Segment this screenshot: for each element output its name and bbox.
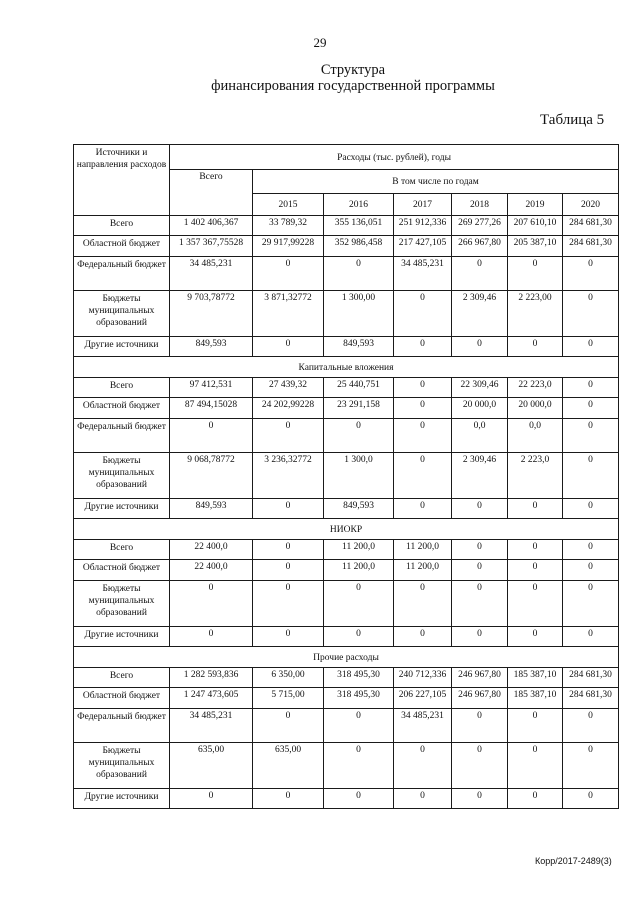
table-cell: 0 [563, 337, 619, 357]
table-row [74, 668, 619, 688]
row-label: Другие источники [74, 627, 170, 647]
table-cell: 635,00 [253, 743, 324, 789]
table-row [74, 743, 619, 789]
table-cell: 2 309,46 [452, 453, 508, 499]
header-sources: Источники и направления расходов [74, 145, 170, 216]
table-cell: 0 [324, 789, 394, 809]
table-cell: 0 [563, 709, 619, 743]
table-cell: 185 387,10 [508, 688, 563, 709]
table-row [74, 453, 619, 499]
table-cell: 20 000,0 [508, 398, 563, 419]
table-cell: 0 [170, 419, 253, 453]
table-cell: 0 [452, 540, 508, 560]
table-cell: 266 967,80 [452, 236, 508, 257]
table-cell: 0 [452, 257, 508, 291]
table-cell: 1 247 473,605 [170, 688, 253, 709]
row-label: Бюджеты муниципальных образований [74, 743, 170, 789]
table-cell: 2 223,00 [508, 291, 563, 337]
table-row [74, 709, 619, 743]
row-label: Бюджеты муниципальных образований [74, 453, 170, 499]
table-cell: 0 [394, 627, 452, 647]
row-label: Областной бюджет [74, 560, 170, 581]
table-cell: 217 427,105 [394, 236, 452, 257]
section-row [74, 519, 619, 540]
table-cell: 0 [508, 499, 563, 519]
table-row [74, 688, 619, 709]
table-cell: 1 282 593,836 [170, 668, 253, 688]
table-cell: 9 068,78772 [170, 453, 253, 499]
table-cell: 240 712,336 [394, 668, 452, 688]
table-row [74, 560, 619, 581]
table-cell: 849,593 [170, 499, 253, 519]
table-cell: 269 277,26 [452, 216, 508, 236]
table-cell: 22 309,46 [452, 378, 508, 398]
table-cell: 3 236,32772 [253, 453, 324, 499]
table-cell: 33 789,32 [253, 216, 324, 236]
table-cell: 0 [452, 627, 508, 647]
table-cell: 0 [563, 581, 619, 627]
table-cell: 849,593 [324, 337, 394, 357]
table-row [74, 581, 619, 627]
table-cell: 1 300,00 [324, 291, 394, 337]
page-number: 29 [313, 35, 327, 50]
table-row [74, 627, 619, 647]
table-row [74, 291, 619, 337]
table-cell: 0 [324, 581, 394, 627]
table-row [74, 540, 619, 560]
table-cell: 0 [563, 419, 619, 453]
table-cell: 0 [508, 337, 563, 357]
table-cell: 246 967,80 [452, 668, 508, 688]
table-cell: 0 [253, 789, 324, 809]
table-cell: 0 [563, 398, 619, 419]
table-cell: 0 [508, 789, 563, 809]
row-label: Другие источники [74, 499, 170, 519]
table-cell: 0 [324, 419, 394, 453]
table-cell: 0,0 [452, 419, 508, 453]
row-label: Всего [74, 668, 170, 688]
table-row [74, 398, 619, 419]
table-cell: 0 [563, 540, 619, 560]
header-year: 2016 [324, 194, 394, 216]
row-label: Всего [74, 540, 170, 560]
header-year: 2015 [253, 194, 324, 216]
table-cell: 352 986,458 [324, 236, 394, 257]
table-cell: 29 917,99228 [253, 236, 324, 257]
table-cell: 0 [253, 419, 324, 453]
table-cell: 206 227,105 [394, 688, 452, 709]
table-cell: 0 [452, 560, 508, 581]
table-cell: 0 [563, 291, 619, 337]
table-cell: 0 [394, 337, 452, 357]
page-title [0, 62, 640, 94]
row-label: Всего [74, 216, 170, 236]
title-line-2: финансирования государственной программы [211, 78, 495, 94]
row-label: Всего [74, 378, 170, 398]
table-label: Таблица 5 [540, 112, 605, 128]
table-cell: 318 495,30 [324, 668, 394, 688]
table-cell: 0 [508, 540, 563, 560]
table-cell: 0 [324, 709, 394, 743]
table-cell: 2 309,46 [452, 291, 508, 337]
row-label: Федеральный бюджет [74, 257, 170, 291]
table-cell: 185 387,10 [508, 668, 563, 688]
table-cell: 24 202,99228 [253, 398, 324, 419]
table-cell: 22 223,0 [508, 378, 563, 398]
table-cell: 0 [563, 499, 619, 519]
table-cell: 0 [508, 709, 563, 743]
table-cell: 849,593 [324, 499, 394, 519]
row-label: Областной бюджет [74, 398, 170, 419]
table-cell: 0 [394, 789, 452, 809]
table-cell: 34 485,231 [170, 709, 253, 743]
table-cell: 22 400,0 [170, 560, 253, 581]
table-cell: 318 495,30 [324, 688, 394, 709]
table-cell: 0,0 [508, 419, 563, 453]
table-cell: 0 [253, 560, 324, 581]
row-label: Федеральный бюджет [74, 419, 170, 453]
header-total: Всего [170, 170, 253, 216]
table-cell: 87 494,15028 [170, 398, 253, 419]
table-cell: 0 [394, 398, 452, 419]
row-label: Другие источники [74, 789, 170, 809]
header-year: 2019 [508, 194, 563, 216]
table-cell: 0 [253, 581, 324, 627]
table-cell: 0 [170, 789, 253, 809]
table-cell: 11 200,0 [324, 540, 394, 560]
table-cell: 0 [253, 627, 324, 647]
table-cell: 0 [452, 743, 508, 789]
section-title: Капитальные вложения [74, 357, 619, 378]
table-cell: 0 [563, 378, 619, 398]
table-cell: 0 [170, 627, 253, 647]
table-cell: 0 [253, 540, 324, 560]
table-cell: 205 387,10 [508, 236, 563, 257]
header-by-years: В том числе по годам [253, 170, 619, 194]
table-cell: 284 681,30 [563, 668, 619, 688]
row-label: Бюджеты муниципальных образований [74, 291, 170, 337]
section-row [74, 647, 619, 668]
table-cell: 0 [253, 337, 324, 357]
table-cell: 0 [508, 627, 563, 647]
table-cell: 34 485,231 [170, 257, 253, 291]
table-cell: 284 681,30 [563, 216, 619, 236]
table-cell: 5 715,00 [253, 688, 324, 709]
table-cell: 0 [324, 743, 394, 789]
table-cell: 0 [508, 560, 563, 581]
table-cell: 97 412,531 [170, 378, 253, 398]
table-cell: 0 [394, 453, 452, 499]
section-title: Прочие расходы [74, 647, 619, 668]
table-cell: 1 402 406,367 [170, 216, 253, 236]
table-cell: 2 223,0 [508, 453, 563, 499]
header-year: 2017 [394, 194, 452, 216]
table-cell: 0 [508, 581, 563, 627]
row-label: Бюджеты муниципальных образований [74, 581, 170, 627]
table-row [74, 499, 619, 519]
section-title: НИОКР [74, 519, 619, 540]
table-cell: 284 681,30 [563, 688, 619, 709]
table-cell: 0 [452, 499, 508, 519]
row-label: Федеральный бюджет [74, 709, 170, 743]
table-cell: 0 [253, 257, 324, 291]
table-cell: 0 [563, 453, 619, 499]
table-cell: 0 [563, 257, 619, 291]
document-code: Корр/2017-2489(3) [535, 856, 612, 866]
table-cell: 34 485,231 [394, 709, 452, 743]
table-cell: 0 [563, 560, 619, 581]
section-row [74, 357, 619, 378]
table-cell: 0 [394, 743, 452, 789]
table-cell: 0 [563, 627, 619, 647]
table-cell: 251 912,336 [394, 216, 452, 236]
table-cell: 849,593 [170, 337, 253, 357]
table-cell: 25 440,751 [324, 378, 394, 398]
table-cell: 34 485,231 [394, 257, 452, 291]
table-cell: 23 291,158 [324, 398, 394, 419]
table-cell: 0 [508, 257, 563, 291]
table-cell: 0 [452, 581, 508, 627]
table-cell: 635,00 [170, 743, 253, 789]
table-cell: 3 871,32772 [253, 291, 324, 337]
title-line-1: Структура [320, 62, 386, 78]
table-row [74, 789, 619, 809]
table-cell: 0 [394, 581, 452, 627]
table-cell: 1 300,0 [324, 453, 394, 499]
table-cell: 0 [324, 257, 394, 291]
table-row [74, 236, 619, 257]
table-cell: 0 [170, 581, 253, 627]
header-year: 2020 [563, 194, 619, 216]
row-label: Областной бюджет [74, 688, 170, 709]
table-cell: 284 681,30 [563, 236, 619, 257]
table-cell: 11 200,0 [324, 560, 394, 581]
table-cell: 246 967,80 [452, 688, 508, 709]
table-cell: 11 200,0 [394, 560, 452, 581]
table-cell: 0 [452, 337, 508, 357]
table-cell: 0 [324, 627, 394, 647]
table-cell: 20 000,0 [452, 398, 508, 419]
table-cell: 22 400,0 [170, 540, 253, 560]
financing-table [73, 144, 619, 809]
table-cell: 207 610,10 [508, 216, 563, 236]
table-cell: 0 [452, 709, 508, 743]
table-row [74, 337, 619, 357]
table-cell: 6 350,00 [253, 668, 324, 688]
table-cell: 0 [508, 743, 563, 789]
header-expenses: Расходы (тыс. рублей), годы [170, 145, 619, 170]
table-cell: 0 [394, 419, 452, 453]
table-cell: 0 [394, 499, 452, 519]
table-cell: 1 357 367,75528 [170, 236, 253, 257]
table-cell: 0 [394, 291, 452, 337]
table-row [74, 257, 619, 291]
table-cell: 0 [253, 499, 324, 519]
table-row [74, 378, 619, 398]
row-label: Областной бюджет [74, 236, 170, 257]
table-cell: 0 [452, 789, 508, 809]
table-cell: 27 439,32 [253, 378, 324, 398]
table-row [74, 216, 619, 236]
table-cell: 0 [394, 378, 452, 398]
table-cell: 0 [253, 709, 324, 743]
row-label: Другие источники [74, 337, 170, 357]
table-cell: 9 703,78772 [170, 291, 253, 337]
table-cell: 11 200,0 [394, 540, 452, 560]
table-cell: 0 [563, 743, 619, 789]
table-row [74, 419, 619, 453]
header-year: 2018 [452, 194, 508, 216]
table-cell: 0 [563, 789, 619, 809]
table-cell: 355 136,051 [324, 216, 394, 236]
